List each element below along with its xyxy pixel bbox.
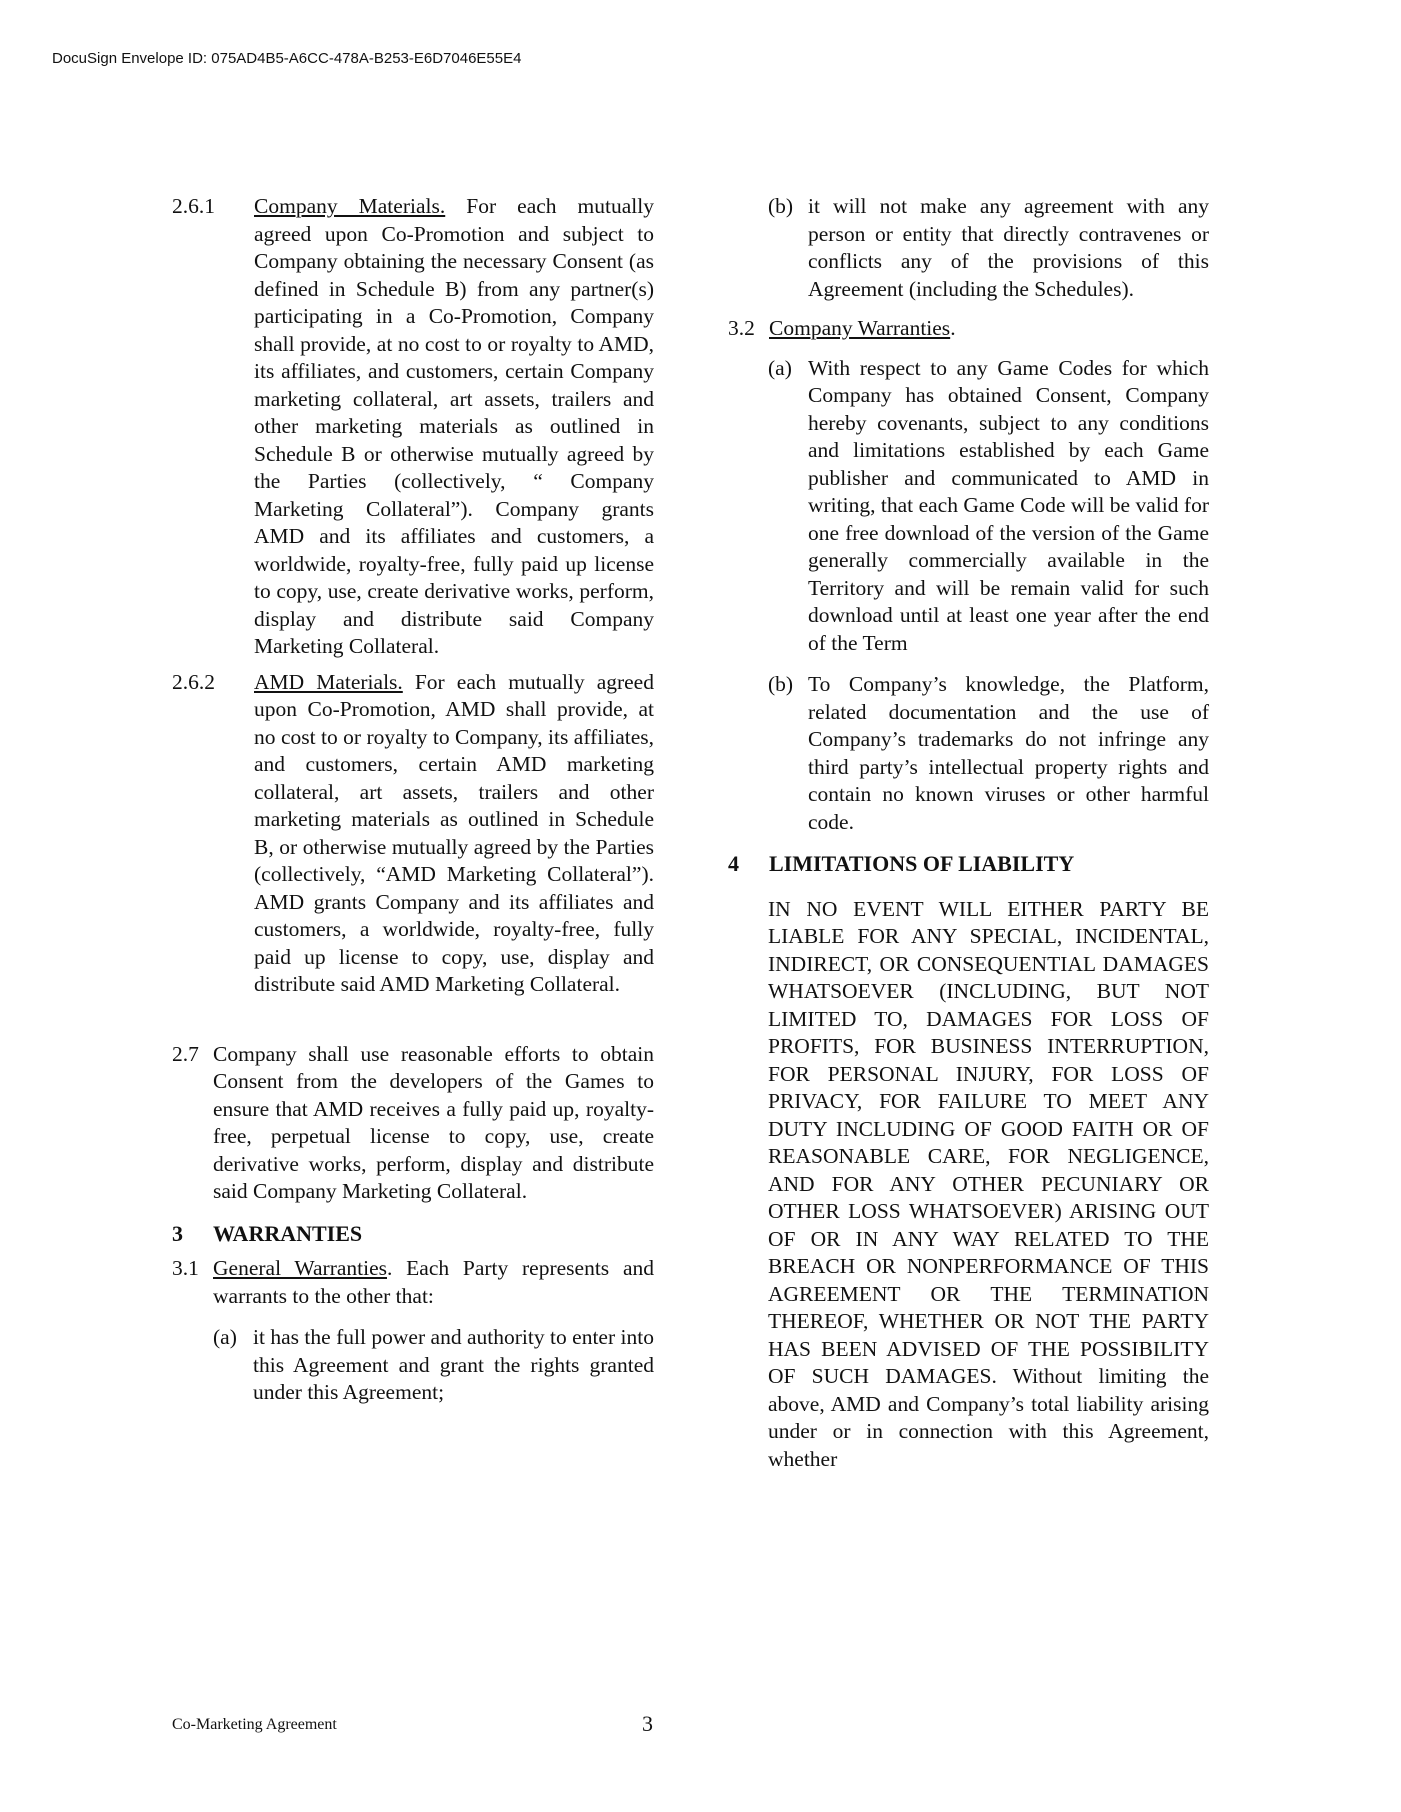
clause-letter: (a)	[768, 355, 792, 380]
limitations-tail-text: Without limiting the above, AMD and Company’s total liability arising under or in connection with this Agreement, whether	[768, 1364, 1209, 1471]
section-body: For each mutually agreed upon Co-Promotion, AMD shall provide, at no cost to or royalty to Company, its affiliates, and customers, certain AMD marketing collateral, art assets, trailers and other marketing materials as outlined in Schedule B, or otherwise mutually agreed by the Parties (collectively, “AMD Marketing Collateral”). AMD grants Company and its affiliates and customers, a worldwide, royalty-free, fully paid up license to copy, use, display and distribute said AMD Marketing Collateral.	[254, 669, 654, 996]
section-body: For each mutually agreed upon Co-Promotion and subject to Company obtaining the necessary Consent (as defined in Schedule B) from any partner(s) participating in a Co-Promotion, Company shall provide, at no cost to or royalty to AMD, its affiliates, and customers, certain Company marketing collateral, art assets, trailers and other marketing materials as outlined in Schedule B or otherwise mutually agreed by the Parties (collectively, “ Company Marketing Collateral”). Company grants AMD and its affiliates and customers, a worldwide, royalty-free, fully paid up license to copy, use, create derivative works, perform, display and distribute said Company Marketing Collateral.	[254, 194, 654, 658]
section-body: Company shall use reasonable efforts to obtain Consent from the developers of the Games to ensure that AMD receives a fully paid up, royalty-free, perpetual license to copy, use, create derivative works, perform, display and distribute said Company Marketing Collateral.	[213, 1041, 654, 1203]
section-2-7	[172, 1041, 654, 1206]
section-body: . Each Party represents and warrants to the other that:	[213, 1256, 654, 1308]
clause-letter: (b)	[768, 672, 794, 696]
clause-letter: (a)	[213, 1325, 237, 1349]
section-title: Company Warranties	[769, 316, 951, 340]
clause-3-1-b	[768, 193, 1209, 303]
clause-letter: (b)	[768, 194, 794, 218]
section-3-1	[172, 1255, 654, 1310]
heading-title: WARRANTIES	[213, 1220, 363, 1246]
right-column	[728, 193, 1209, 1473]
left-column	[172, 193, 654, 1407]
section-2-6-2	[172, 669, 654, 999]
heading-number: 4	[728, 851, 739, 876]
clause-3-2-b	[768, 671, 1209, 836]
bleed-through-header	[790, 52, 794, 68]
section-2-6-1	[172, 193, 654, 661]
heading-number: 3	[172, 1220, 183, 1246]
section-number: 2.6.2	[172, 669, 215, 694]
page-number: 3	[642, 1711, 653, 1736]
section-number: 2.7	[172, 1041, 199, 1066]
docusign-envelope-id: DocuSign Envelope ID: 075AD4B5-A6CC-478A-B253-E6D7046E55E4	[52, 50, 522, 67]
section-body: .	[950, 316, 956, 340]
limitations-body	[768, 896, 1209, 1474]
section-number: 3.2	[728, 316, 755, 340]
clause-3-1-a	[213, 1324, 654, 1407]
section-title: General Warranties	[213, 1256, 387, 1280]
heading-title: LIMITATIONS OF LIABILITY	[769, 851, 1075, 876]
clause-body: To Company’s knowledge, the Platform, related documentation and the use of Company’s trademarks do not infringe any third party’s intellectual property rights and contain no known viruses or other harmful code.	[808, 672, 1209, 834]
clause-3-2-a	[768, 355, 1209, 658]
section-title: AMD Materials.	[254, 669, 403, 694]
section-number: 2.6.1	[172, 194, 215, 218]
clause-body: With respect to any Game Codes for which Company has obtained Consent, Company hereby covenants, subject to any conditions and limitations established by each Game publisher and communicated to AMD in writing, that each Game Code will be valid for one free download of the version of the Game generally commercially available in the Territory and will be remain valid for such download until at least one year after the end of the Term	[808, 355, 1209, 655]
heading-warranties	[172, 1220, 654, 1248]
limitations-caps-text: IN NO EVENT WILL EITHER PARTY BE LIABLE FOR ANY SPECIAL, INCIDENTAL, INDIRECT, OR CONSEQUENTIAL DAMAGES WHATSOEVER (INCLUDING, BUT NOT LIMITED TO, DAMAGES FOR LOSS OF PROFITS, FOR BUSINESS INTERRUPTION, FOR PERSONAL INJURY, FOR LOSS OF PRIVACY, FOR FAILURE TO MEET ANY DUTY INCLUDING OF GOOD FAITH OR OF REASONABLE CARE, FOR NEGLIGENCE, AND FOR ANY OTHER PECUNIARY OR OTHER LOSS WHATSOEVER) ARISING OUT OF OR IN ANY WAY RELATED TO THE BREACH OR NONPERFORMANCE OF THIS AGREEMENT OR THE TERMINATION THEREOF, WHETHER OR NOT THE PARTY HAS BEEN ADVISED OF THE POSSIBILITY OF SUCH DAMAGES.	[768, 896, 1209, 1388]
clause-body: it will not make any agreement with any person or entity that directly contravenes or conflicts any of the provisions of this Agreement (including the Schedules).	[808, 194, 1209, 301]
section-number: 3.1	[172, 1256, 199, 1280]
footer-title: Co-Marketing Agreement	[172, 1716, 337, 1733]
section-title: Company Materials.	[254, 194, 446, 218]
clause-body: it has the full power and authority to enter into this Agreement and grant the rights granted under this Agreement;	[253, 1325, 654, 1404]
section-3-2	[728, 315, 1209, 343]
heading-limitations	[728, 850, 1209, 878]
